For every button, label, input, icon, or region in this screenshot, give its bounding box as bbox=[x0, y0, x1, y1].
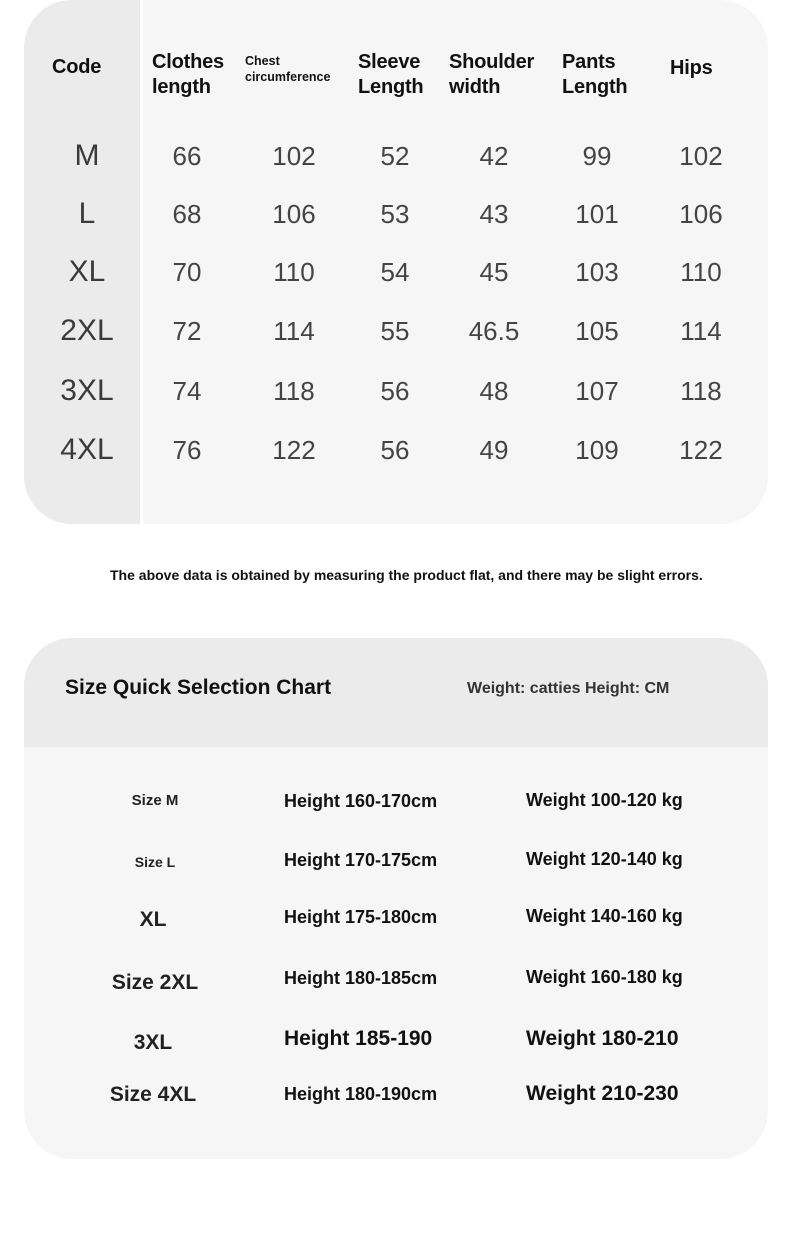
header-code: Code bbox=[52, 56, 102, 78]
cell-hips: 118 bbox=[680, 376, 722, 406]
cell-shoulder: 42 bbox=[479, 141, 509, 171]
quick-chart-header bbox=[24, 638, 768, 747]
cell-chest: 118 bbox=[273, 376, 315, 406]
cell-code: XL bbox=[68, 255, 106, 288]
cell-sleeve: 56 bbox=[380, 376, 410, 406]
header-chest-line2: circumference bbox=[245, 70, 331, 84]
quick-selection-chart bbox=[24, 638, 768, 1159]
header-shoulder-line1: Shoulder bbox=[449, 51, 535, 73]
quick-row-weight: Weight 140-160 kg bbox=[526, 906, 683, 926]
cell-hips: 122 bbox=[679, 435, 723, 465]
cell-clothes-length: 72 bbox=[172, 316, 202, 346]
cell-code: 2XL bbox=[60, 314, 114, 347]
quick-row-weight: Weight 210-230 bbox=[526, 1082, 679, 1105]
header-sleeve-length bbox=[358, 50, 423, 100]
cell-chest: 122 bbox=[272, 435, 316, 465]
cell-pants: 99 bbox=[582, 141, 612, 171]
cell-code: 4XL bbox=[60, 433, 114, 466]
cell-hips: 114 bbox=[680, 316, 722, 346]
cell-sleeve: 55 bbox=[380, 316, 410, 346]
quick-row-size: Size M bbox=[131, 792, 179, 809]
header-pants-line1: Pants bbox=[562, 51, 616, 73]
header-pants-line2: Length bbox=[562, 76, 628, 98]
quick-row-height: Height 160-170cm bbox=[284, 791, 438, 811]
quick-row-weight: Weight 100-120 kg bbox=[526, 790, 683, 810]
header-clothes-length bbox=[152, 50, 224, 100]
header-chest-line1: Chest bbox=[245, 54, 280, 68]
quick-row-size: 3XL bbox=[133, 1031, 173, 1054]
header-shoulder-width bbox=[449, 50, 534, 100]
header-sleeve-line2: Length bbox=[358, 76, 424, 98]
cell-shoulder: 43 bbox=[479, 199, 509, 229]
size-table bbox=[24, 0, 768, 524]
quick-row-size: XL bbox=[139, 908, 167, 931]
cell-shoulder: 48 bbox=[479, 376, 509, 406]
cell-pants: 103 bbox=[575, 257, 619, 287]
cell-clothes-length: 76 bbox=[172, 435, 202, 465]
cell-hips: 102 bbox=[679, 141, 723, 171]
cell-code: 3XL bbox=[60, 374, 114, 407]
quick-chart-units: Weight: catties Height: CM bbox=[467, 680, 670, 697]
cell-chest: 102 bbox=[272, 141, 316, 171]
quick-row-height: Height 175-180cm bbox=[284, 907, 438, 927]
cell-code: L bbox=[78, 197, 96, 230]
cell-sleeve: 56 bbox=[380, 435, 410, 465]
cell-sleeve: 54 bbox=[380, 257, 410, 287]
header-shoulder-line2: width bbox=[449, 76, 501, 98]
cell-pants: 107 bbox=[575, 376, 619, 406]
cell-hips: 110 bbox=[680, 257, 722, 287]
quick-chart-title: Size Quick Selection Chart bbox=[65, 676, 332, 699]
cell-chest: 106 bbox=[272, 199, 316, 229]
quick-row-size: Size L bbox=[134, 854, 176, 870]
cell-pants: 101 bbox=[575, 199, 619, 229]
cell-shoulder: 46.5 bbox=[468, 316, 520, 346]
quick-row-height: Height 185-190 bbox=[284, 1027, 433, 1050]
cell-hips: 106 bbox=[679, 199, 723, 229]
quick-row-weight: Weight 180-210 bbox=[526, 1027, 679, 1050]
quick-row-height: Height 170-175cm bbox=[284, 850, 438, 870]
cell-clothes-length: 66 bbox=[172, 141, 202, 171]
measurement-note: The above data is obtained by measuring the product flat, and there may be slight errors. bbox=[110, 567, 703, 583]
header-clothes-length-line1: Clothes bbox=[152, 51, 224, 73]
cell-chest: 110 bbox=[273, 257, 315, 287]
cell-clothes-length: 68 bbox=[172, 199, 202, 229]
cell-pants: 105 bbox=[575, 316, 619, 346]
cell-shoulder: 45 bbox=[479, 257, 509, 287]
quick-row-weight: Weight 120-140 kg bbox=[526, 849, 683, 869]
header-pants-length bbox=[562, 50, 627, 100]
header-sleeve-line1: Sleeve bbox=[358, 51, 421, 73]
cell-clothes-length: 74 bbox=[172, 376, 202, 406]
quick-row-height: Height 180-185cm bbox=[284, 968, 438, 988]
cell-chest: 114 bbox=[273, 316, 315, 346]
cell-shoulder: 49 bbox=[479, 435, 509, 465]
header-hips: Hips bbox=[670, 57, 713, 79]
cell-pants: 109 bbox=[575, 435, 619, 465]
header-chest-circumference bbox=[245, 53, 330, 85]
quick-row-size: Size 4XL bbox=[109, 1083, 197, 1106]
quick-row-height: Height 180-190cm bbox=[284, 1084, 438, 1104]
cell-clothes-length: 70 bbox=[172, 257, 202, 287]
quick-row-weight: Weight 160-180 kg bbox=[526, 967, 683, 987]
cell-sleeve: 53 bbox=[380, 199, 410, 229]
quick-row-size: Size 2XL bbox=[111, 971, 199, 994]
cell-code: M bbox=[74, 139, 100, 172]
cell-sleeve: 52 bbox=[380, 141, 410, 171]
header-clothes-length-line2: length bbox=[152, 76, 211, 98]
